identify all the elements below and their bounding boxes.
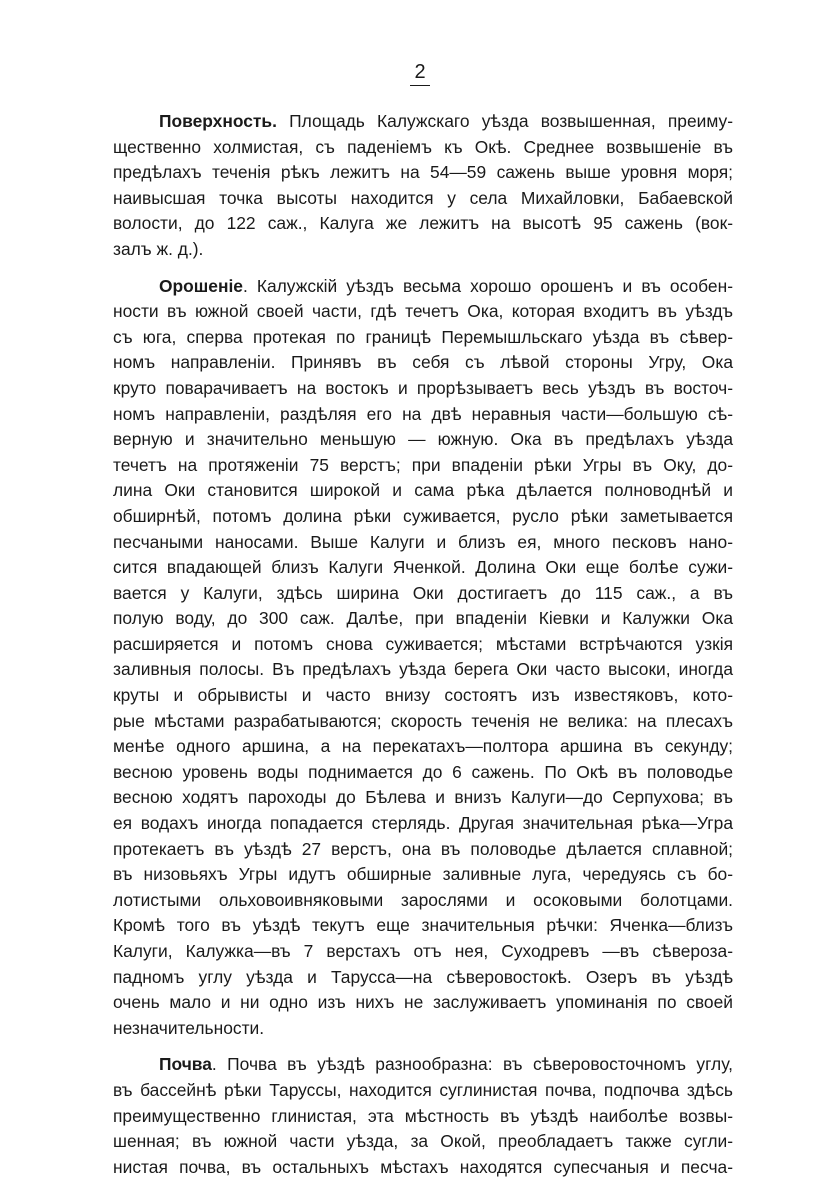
page-number-value: 2 [410,60,429,86]
text-line: рые мѣстами разрабатываются; скорость теченія не велика: на плесахъ [113,710,733,731]
text-line: падномъ углу уѣзда и Тарусса—на сѣверовостокѣ. Озеръ въ уѣздѣ [113,966,733,987]
section-heading-irrigation: Орошеніе [159,275,243,296]
text-line: заливныя полосы. Въ предѣлахъ уѣзда берега Оки часто высоки, иногда [113,659,733,680]
text-line: номъ направленіи, раздѣляя его на двѣ неравныя части—большую сѣ- [113,403,733,424]
text-line: щественно холмистая, съ паденіемъ къ Окѣ. Среднее возвышеніе въ [113,136,733,157]
text-line: шенная; въ южной части уѣзда, за Окой, преобладаетъ также сугли- [113,1131,733,1152]
text-line: сится впадающей близъ Калуги Яченкой. Долина Оки еще болѣе сужи- [113,557,733,578]
section-heading-surface: Поверхность. [159,111,277,131]
text-line: весною ходятъ пароходы до Бѣлева и внизъ Калуги—до Серпухова; въ [113,787,733,808]
text-line: лотистыми ольховоивняковыми зарослями и осоковыми болотцами. [113,889,733,910]
text-line: очень мало и ни одно изъ нихъ не заслуживаетъ упоминанія по своей [113,992,733,1013]
text-line: Калуги, Калужка—въ 7 верстахъ отъ нея, Суходревъ —въ сѣвероза- [113,941,733,961]
text-line: Поверхность. Площадь Калужскаго уѣзда возвышенная, преиму- [159,111,733,131]
paragraph-surface [113,109,733,263]
text-line: протекаетъ въ уѣздѣ 27 верстъ, она въ половодье дѣлается сплавной; [113,838,733,859]
text-line: весною уровень воды поднимается до 6 сажень. По Окѣ въ половодье [113,761,733,782]
text-line: Почва. Почва въ уѣздѣ разнообразна: въ сѣверовосточномъ углу, [159,1054,733,1075]
paragraph-soil [113,1052,733,1180]
paragraph-irrigation [113,274,733,1042]
text-line: въ бассейнѣ рѣки Таруссы, находится суглинистая почва, подпочва здѣсь [113,1079,733,1100]
text-line: номъ направленіи. Принявъ въ себя съ лѣвой стороны Угру, Ока [113,352,733,373]
text-line: полую воду, до 300 саж. Далѣе, при впаденіи Кіевки и Калужки Ока [113,608,733,629]
text-line: течетъ на протяженіи 75 верстъ; при впаденіи рѣки Угры въ Оку, до- [113,454,733,475]
text-line: вается у Калуги, здѣсь ширина Оки достигаетъ до 115 саж., а въ [113,582,733,603]
text-line: расширяется и потомъ снова суживается; мѣстами встрѣчаются узкія [113,633,733,654]
text-line: песчаными наносами. Выше Калуги и близъ ея, много песковъ нано- [113,531,733,552]
body-text [113,109,733,1191]
text-line: волости, до 122 саж., Калуга же лежитъ на высотѣ 95 сажень (вок- [113,213,733,234]
text-line: Кромѣ того въ уѣздѣ текутъ еще значительныя рѣчки: Яченка—близъ [113,915,733,936]
page-number [0,60,840,86]
text-line: съ юга, сперва протекая по границѣ Перемышльскаго уѣзда въ сѣвер- [113,326,733,347]
text-line: въ низовьяхъ Угры идутъ обширные заливные луга, чередуясь съ бо- [113,864,733,885]
text-line: менѣе одного аршина, а на перекатахъ—полтора аршина въ секунду; [113,736,733,757]
text-line: верную и значительно меньшую — южную. Ока въ предѣлахъ уѣзда [113,429,733,450]
text-line: лина Оки становится широкой и сама рѣка дѣлается полноводнѣй и [113,480,733,501]
section-heading-soil: Почва [159,1054,212,1075]
text-line: ности въ южной своей части, гдѣ течетъ Ока, которая входитъ въ уѣздъ [113,301,733,322]
text-line: круто поварачиваетъ на востокъ и прорѣзываетъ весь уѣздъ въ восточ- [113,377,733,398]
text-line: обширнѣй, потомъ долина рѣки суживается, русло рѣки заметывается [113,505,733,526]
text-line: нистая почва, въ остальныхъ мѣстахъ находятся супесчаныя и песча- [113,1156,733,1177]
text-line: наивысшая точка высоты находится у села Михайловки, Бабаевской [113,187,733,208]
text-line: круты и обрывисты и часто внизу состоятъ изъ известяковъ, кото- [113,685,733,706]
text-line: ея водахъ иногда попадается стерлядь. Другая значительная рѣка—Угра [113,813,733,834]
text-line: залъ ж. д.). [113,238,204,259]
text-line: предѣлахъ теченія рѣкъ лежитъ на 54—59 сажень выше уровня моря; [113,162,733,183]
text-line: незначительности. [113,1017,265,1038]
text-line: преимущественно глинистая, эта мѣстность въ уѣздѣ наиболѣе возвы- [113,1105,733,1126]
text-line: Орошеніе. Калужскій уѣздъ весьма хорошо орошенъ и въ особен- [159,275,733,296]
